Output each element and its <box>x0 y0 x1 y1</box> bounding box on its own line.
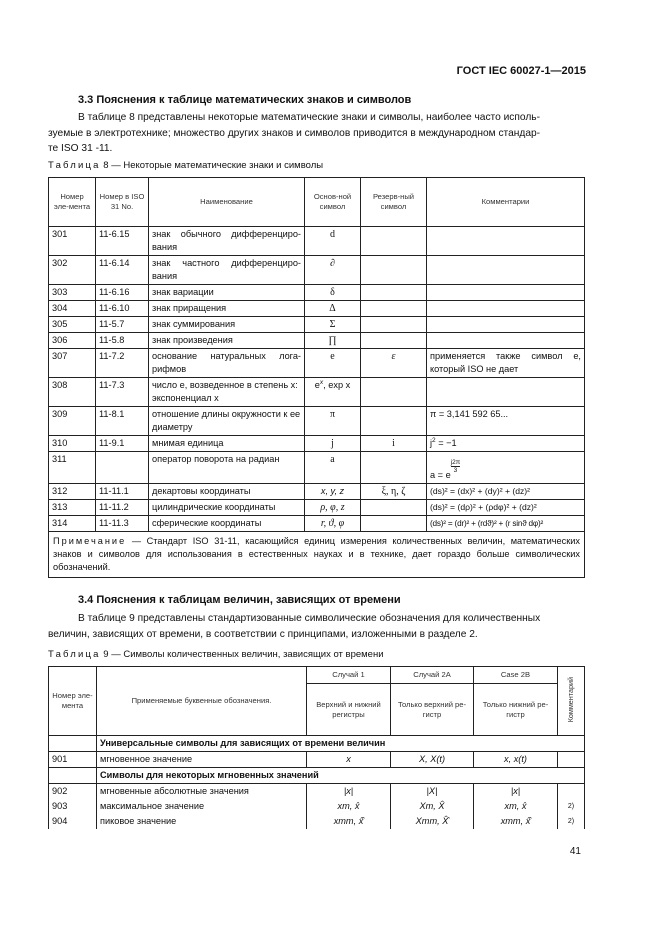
exp-symbol: $e^x$, exp x <box>305 378 361 407</box>
table-9-header-row-2: Верхний и нижний регистры Только верхний ре-гистр Только нижний ре-гистр <box>49 684 585 736</box>
section-3-4-paragraph: В таблице 9 представлены стандартизованные символические обозначения для количественных величин, зависящих от времени, в соответствии с принципами, изложенными в разделе 2. <box>48 613 541 640</box>
table-row: 902 мгновенные абсолютные значения |x| |X| |x| <box>49 784 585 800</box>
header-comments: Комментарии <box>427 178 585 227</box>
header-comments: Комментарий <box>558 667 585 736</box>
header-reserve-symbol: Резерв-ный символ <box>361 178 427 227</box>
table-row: 311 оператор поворота на радиан a a = e $\frac{j2\pi}{3}$ <box>49 452 585 484</box>
table-row: 302 11-6.14 знак частного дифференциро-вания ∂ <box>49 256 585 285</box>
table-8-note: Примечание — Стандарт ISO 31-11, касающийся единиц измерения количественных величин, математических знаков и символов для использования в естественных науках и в технике, дает гораздо больше символических обозначений. <box>49 532 585 578</box>
page-number: 41 <box>569 846 581 857</box>
table-row: 308 11-7.3 число e, возведенное в степень x: экспоненциал x $e^x$, exp x <box>49 378 585 407</box>
table-row: 303 11-6.16 знак вариации δ <box>49 285 585 301</box>
table-9-caption: Таблица 9 — Символы количественных величин, зависящих от времени <box>48 649 384 660</box>
table-row: 309 11-8.1 отношение длины окружности к ее диаметру π π = 3,141 592 65... <box>49 407 585 436</box>
section-3-4-heading: 3.4 Пояснения к таблицам величин, зависящих от времени <box>78 594 401 606</box>
table-row: 301 11-6.15 знак обычного дифференциро-вания d <box>49 227 585 256</box>
section-3-3-heading: 3.3 Пояснения к таблице математических знаков и символов <box>78 94 412 106</box>
table-row: 314 11-11.3 сферические координаты r, ϑ, φ (ds)² = (dr)² + (rdϑ)² + (r sinϑ dφ)² <box>49 516 585 532</box>
table-8-header-row <box>49 178 585 227</box>
table-row: 304 11-6.10 знак приращения Δ <box>49 301 585 317</box>
rotation-operator-comment: a = e $\frac{j2\pi}{3}$ <box>427 452 585 484</box>
table-9-header-row-1: Номер эле-мента Применяемые буквенные обозначения. Случай 1 Случай 2А Case 2B Комментарий <box>49 667 585 684</box>
header-main-symbol: Основ-ной символ <box>305 178 361 227</box>
header-iso-number: Номер в ISO 31 No. <box>96 178 149 227</box>
table-row: 310 11-9.1 мнимая единица j i $j^2 = -1$ <box>49 436 585 452</box>
table-9 <box>48 666 585 829</box>
group-header-row: Универсальные символы для зависящих от времени величин <box>49 736 585 752</box>
group-header-row: Символы для некоторых мгновенных значений <box>49 768 585 784</box>
table-row: 904 пиковое значение xmm, x̂̂ Xmm, X̂̂ xmm, x̂̂ 2) <box>49 814 585 829</box>
table-row: 305 11-5.7 знак суммирования Σ <box>49 317 585 333</box>
table-row: 901 мгновенное значение x X, X(t) x, x(t) <box>49 752 585 768</box>
header-element-number: Номер эле-мента <box>49 178 96 227</box>
table-row: 307 11-7.2 основание натуральных лога-рифмов e ε применяется также символ e, который ISO не дает <box>49 349 585 378</box>
table-8 <box>48 177 585 578</box>
table-row: 306 11-5.8 знак произведения ∏ <box>49 333 585 349</box>
table-row: 903 максимальное значение xm, x̂ Xm, X̂ xm, x̂ 2) <box>49 799 585 814</box>
section-3-3-paragraph: В таблице 8 представлены некоторые математические знаки и символы, наиболее часто исполь- зуемые в электротехнике; множество других знаков и символов приводится в международном стандар- те ISO 31 -11. <box>48 112 541 154</box>
imaginary-unit-comment: $j^2 = -1$ <box>427 436 585 452</box>
table-row: 312 11-11.1 декартовы координаты x, y, z ξ, η, ζ (ds)² = (dx)² + (dy)² + (dz)² <box>49 484 585 500</box>
table-8-caption: Таблица 8 — Некоторые математические знаки и символы <box>48 160 324 171</box>
table-row: 313 11-11.2 цилиндрические координаты ρ, φ, z (ds)² = (dρ)² + (ρdφ)² + (dz)² <box>49 500 585 516</box>
header-name: Наименование <box>149 178 305 227</box>
standard-number: ГОСТ IEC 60027-1—2015 <box>456 65 586 77</box>
